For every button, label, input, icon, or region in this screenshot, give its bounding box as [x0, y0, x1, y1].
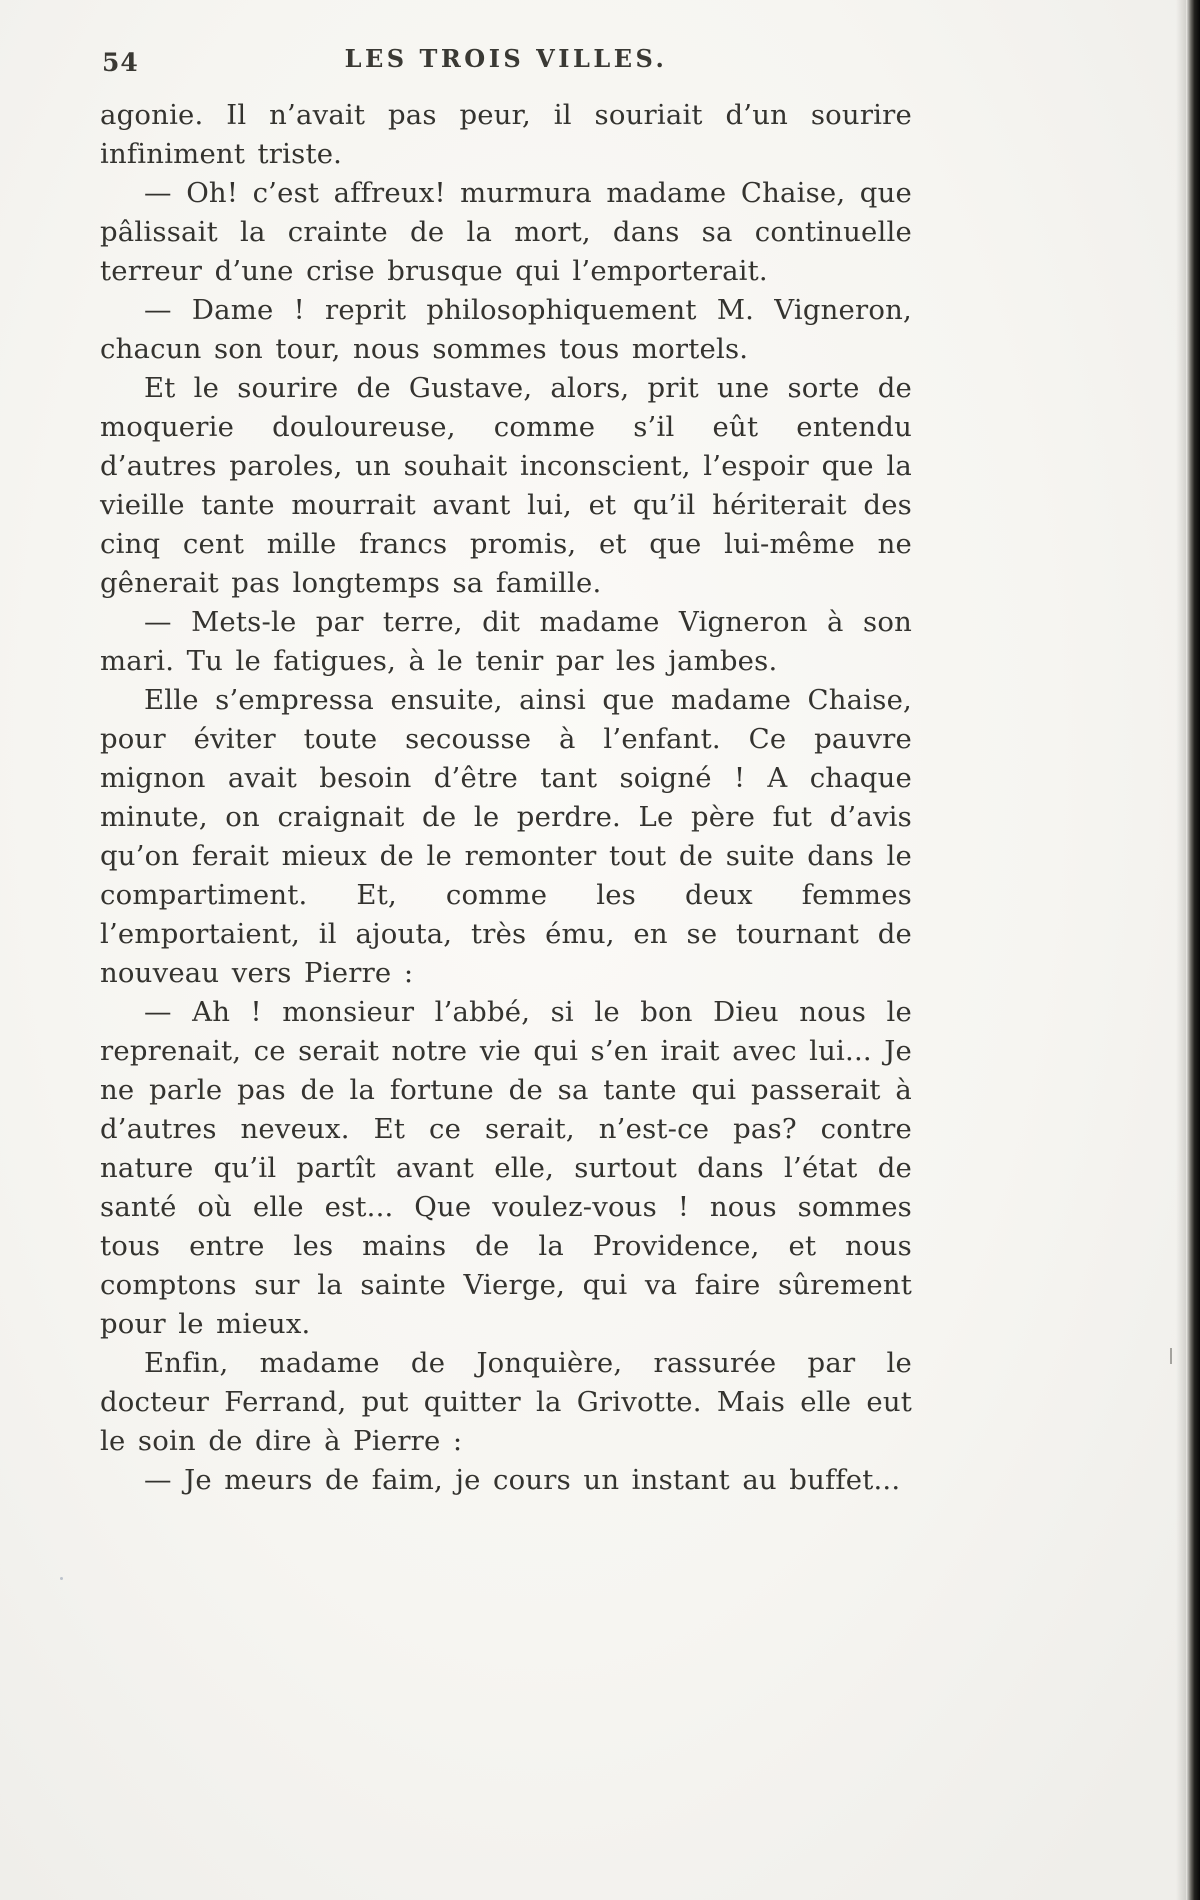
paragraph-dialogue: — Dame ! reprit philosophiquement M. Vigneron, chacun son tour, nous sommes tous mortels.: [100, 294, 912, 365]
paragraph: Enfin, madame de Jonquière, rassurée par le docteur Ferrand, put quitter la Grivotte. Mais elle eut le soin de dire à Pierre :: [100, 1347, 912, 1457]
paragraph: Elle s’empressa ensuite, ainsi que madame Chaise, pour éviter toute secousse à l’enfant. Ce pauvre mignon avait besoin d’être tant soigné ! A chaque minute, on craignait de le perdre. Le père fut d’avis qu’on ferait mieux de le remonter tout de suite dans le compartiment. Et, comme les deux femmes l’emportaient, il ajouta, très ému, en se tournant de nouveau vers Pierre :: [100, 684, 912, 989]
paragraph: agonie. Il n’avait pas peur, il souriait d’un sourire infiniment triste.: [100, 99, 912, 170]
paragraph: Et le sourire de Gustave, alors, prit une sorte de moquerie douloureuse, comme s’il eût entendu d’autres paroles, un souhait inconscient, l’espoir que la vieille tante mourrait avant lui, et qu’il hériterait des cinq cent mille francs promis, et que lui-même ne gênerait pas longtemps sa famille.: [100, 372, 912, 599]
page-number: 54: [102, 48, 139, 77]
paragraph-dialogue: — Mets-le par terre, dit madame Vigneron à son mari. Tu le fatigues, à le tenir par les jambes.: [100, 606, 912, 677]
paragraph-dialogue: — Je meurs de faim, je cours un instant au buffet...: [144, 1464, 901, 1496]
scan-artifact-dot: [60, 1577, 63, 1580]
paragraph-dialogue: — Oh! c’est affreux! murmura madame Chaise, que pâlissait la crainte de la mort, dans sa continuelle terreur d’une crise brusque qui l’emporterait.: [100, 177, 912, 287]
page-edge-shadow: [1186, 0, 1200, 1900]
page-body: [100, 96, 912, 1500]
paragraph-dialogue: — Ah ! monsieur l’abbé, si le bon Dieu nous le reprenait, ce serait notre vie qui s’en irait avec lui... Je ne parle pas de la fortune de sa tante qui passerait à d’autres neveux. Et ce serait, n’est-ce pas? contre nature qu’il partît avant elle, surtout dans l’état de santé où elle est... Que voulez-vous ! nous sommes tous entre les mains de la Providence, et nous comptons sur la sainte Vierge, qui va faire sûrement pour le mieux.: [100, 996, 912, 1340]
running-title: LES TROIS VILLES.: [344, 44, 668, 73]
scan-artifact-line: [1170, 1348, 1172, 1364]
page-edge-gradient: [1176, 0, 1186, 1900]
page-header: [100, 44, 912, 84]
